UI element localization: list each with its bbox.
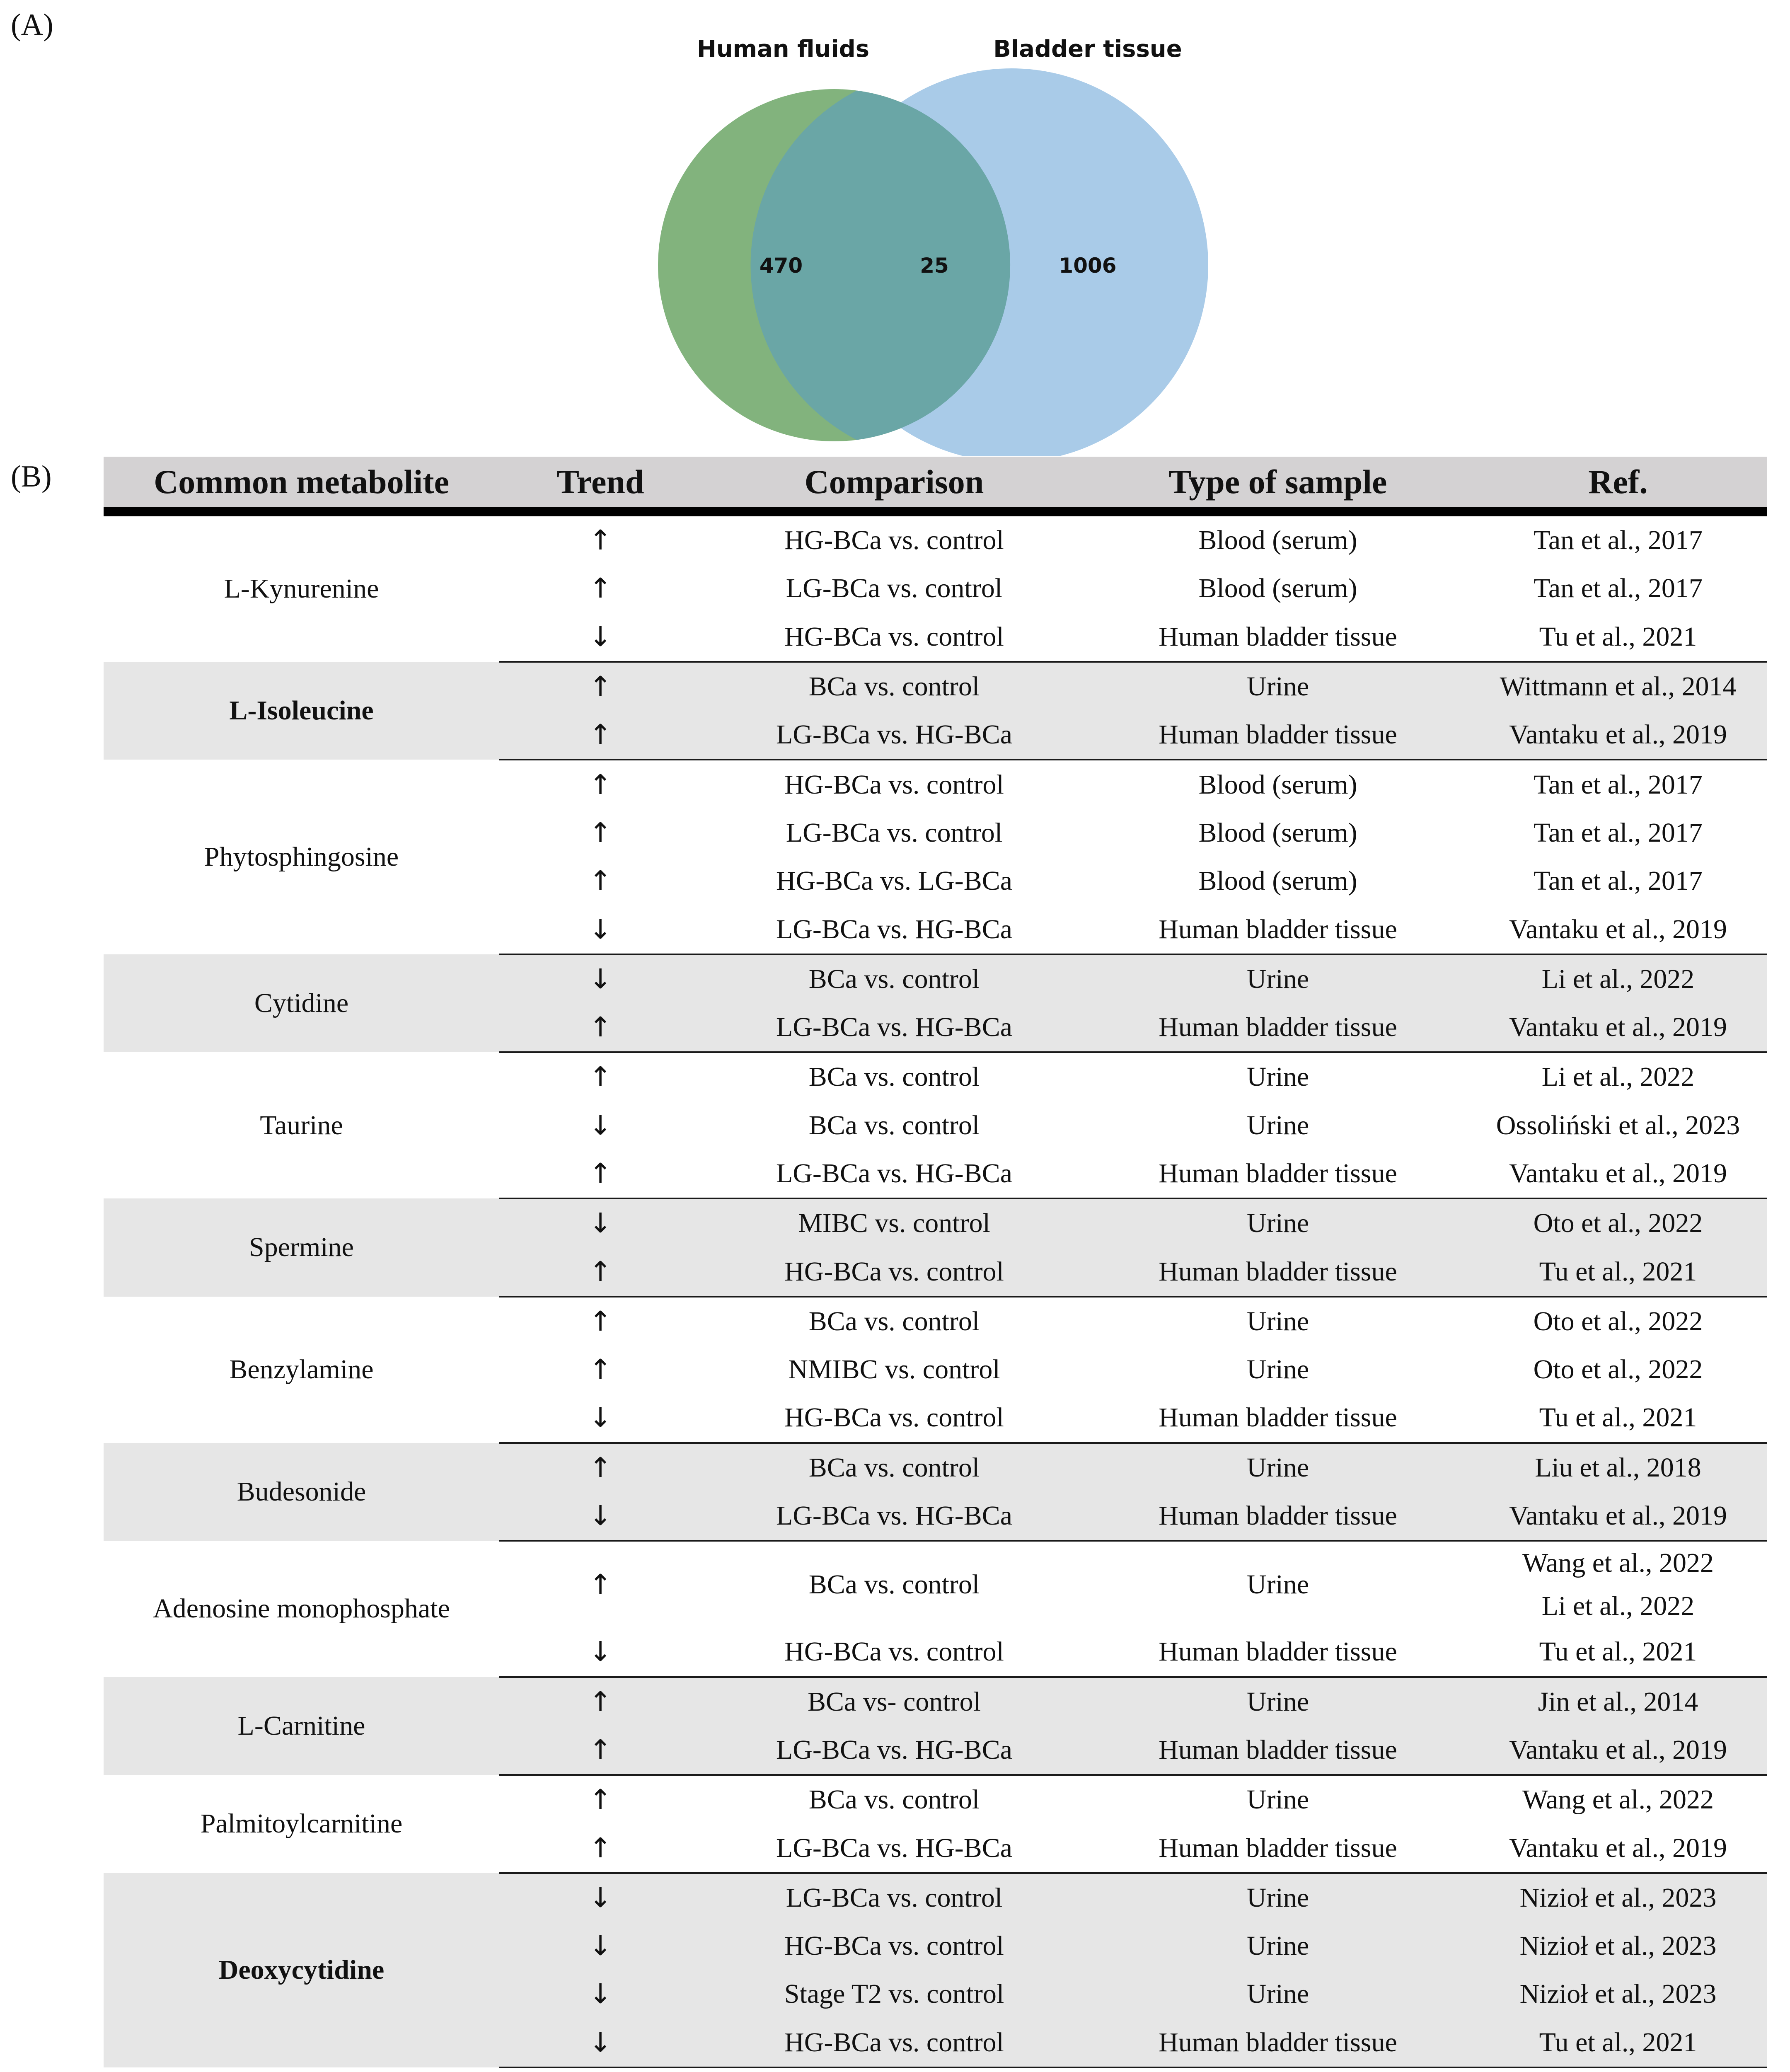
- sample-type-cell: Urine: [1087, 1677, 1469, 1726]
- reference-cell: [1469, 1052, 1767, 1101]
- reference-text: Tu et al., 2021: [1539, 1402, 1697, 1433]
- comparison-cell: HG-BCa vs. control: [701, 613, 1087, 662]
- sample-type-cell: Blood (serum): [1198, 866, 1357, 896]
- trend-arrow: ↑: [589, 1061, 612, 1093]
- reference-text: Vantaku et al., 2019: [1509, 1734, 1727, 1765]
- comparison-cell: BCa vs. control: [808, 1306, 980, 1336]
- trend-arrow: ↓: [499, 1628, 701, 1677]
- sample-type-cell: [1087, 2067, 1469, 2072]
- trend-arrow: ↓: [499, 613, 701, 662]
- metabolite-name: Budesonide: [104, 1443, 499, 1541]
- reference-text: Nizioł et al., 2023: [1519, 1931, 1717, 1961]
- reference-text: Vantaku et al., 2019: [1509, 719, 1727, 750]
- sample-type-cell: Urine: [1087, 1198, 1469, 1247]
- venn-title-human-fluids: Human fluids: [697, 36, 870, 63]
- metabolite-table: [104, 457, 1767, 2072]
- metabolite-name: Taurine: [260, 1110, 343, 1140]
- trend-arrow: ↓: [499, 905, 701, 954]
- sample-type-cell: Urine: [1087, 1922, 1469, 1970]
- sample-type-cell: Human bladder tissue: [1087, 1824, 1469, 1873]
- reference-cell: [1469, 2067, 1767, 2072]
- reference-text: Tan et al., 2017: [1534, 525, 1703, 556]
- comparison-cell: HG-BCa vs. control: [784, 525, 1004, 556]
- reference-cell: [1469, 1492, 1767, 1541]
- comparison-cell: [701, 2067, 1087, 2072]
- reference-text: Nizioł et al., 2023: [1519, 1979, 1717, 2009]
- sample-type-cell: Urine: [1246, 1354, 1309, 1385]
- reference-text: Ossoliński et al., 2023: [1496, 1110, 1740, 1140]
- reference-text: Oto et al., 2022: [1533, 1354, 1703, 1385]
- metabolite-name: Palmitoylcarnitine: [200, 1808, 403, 1839]
- reference-cell: [1469, 1775, 1767, 1824]
- trend-arrow: [499, 2067, 701, 2072]
- comparison-cell: BCa vs. control: [808, 1784, 980, 1815]
- reference-text: Vantaku et al., 2019: [1509, 1012, 1727, 1043]
- table-header-row: [104, 457, 1767, 512]
- reference-cell: [1469, 613, 1767, 662]
- reference-text: Liu et al., 2018: [1535, 1452, 1701, 1483]
- table-row: [104, 1775, 1767, 1824]
- table-body: [104, 512, 1767, 2072]
- trend-arrow: ↓: [499, 2019, 701, 2067]
- metabolite-name: L-Isoleucine: [104, 662, 499, 760]
- sample-type-cell: Urine: [1246, 1062, 1309, 1092]
- sample-type-cell: Urine: [1087, 1443, 1469, 1492]
- table-row: [104, 1297, 1767, 1346]
- trend-arrow: ↑: [499, 711, 701, 760]
- reference-text: Tu et al., 2021: [1539, 621, 1697, 652]
- sample-type-cell: Urine: [1246, 1569, 1309, 1600]
- reference-cell: [1469, 1198, 1767, 1247]
- reference-text: Tu et al., 2021: [1539, 2027, 1697, 2057]
- trend-arrow: ↓: [499, 1873, 701, 1922]
- trend-arrow: ↑: [589, 1305, 612, 1337]
- reference-text: Tan et al., 2017: [1534, 573, 1703, 604]
- reference-cell: [1469, 1628, 1767, 1677]
- reference-text: Tu et al., 2021: [1539, 1636, 1697, 1667]
- trend-arrow: ↑: [499, 1443, 701, 1492]
- trend-arrow: ↑: [589, 865, 612, 897]
- venn-diagram: [0, 0, 1790, 456]
- reference-text: Li et al., 2022: [1541, 1591, 1695, 1622]
- table-row: [104, 662, 1767, 711]
- sample-type-cell: Blood (serum): [1198, 525, 1357, 556]
- table-row: [104, 1873, 1767, 1922]
- metabolite-name: Cytidine: [104, 954, 499, 1053]
- sample-type-cell: Urine: [1246, 1784, 1309, 1815]
- sample-type-cell: Urine: [1087, 1970, 1469, 2018]
- reference-text: Tan et al., 2017: [1534, 817, 1703, 848]
- reference-cell: [1469, 1677, 1767, 1726]
- comparison-cell: HG-BCa vs. control: [701, 2019, 1087, 2067]
- table-row: [104, 512, 1767, 564]
- reference-cell: [1469, 512, 1767, 564]
- header-ref: Ref.: [1469, 457, 1767, 512]
- reference-cell: [1469, 1150, 1767, 1198]
- sample-type-cell: Urine: [1246, 1306, 1309, 1336]
- reference-text: Tan et al., 2017: [1534, 866, 1703, 896]
- reference-cell: [1469, 711, 1767, 760]
- trend-arrow: ↓: [589, 1109, 612, 1141]
- sample-type-cell: Human bladder tissue: [1087, 613, 1469, 662]
- metabolite-name: Spermine: [104, 1198, 499, 1297]
- reference-cell: [1469, 1970, 1767, 2018]
- reference-cell: [1469, 1873, 1767, 1922]
- sample-type-cell: Human bladder tissue: [1087, 1394, 1469, 1443]
- table-row: [104, 2067, 1767, 2072]
- table-row: [104, 1541, 1767, 1628]
- sample-type-cell: Human bladder tissue: [1087, 711, 1469, 760]
- trend-arrow: ↑: [589, 1569, 612, 1601]
- comparison-cell: LG-BCa vs. HG-BCa: [701, 1726, 1087, 1775]
- comparison-cell: LG-BCa vs. control: [701, 1873, 1087, 1922]
- reference-cell: [1469, 905, 1767, 954]
- table-row: [104, 760, 1767, 808]
- reference-cell: [1469, 1443, 1767, 1492]
- reference-cell: [1469, 1101, 1767, 1150]
- comparison-cell: LG-BCa vs. HG-BCa: [701, 1150, 1087, 1198]
- trend-arrow: ↓: [499, 1970, 701, 2018]
- comparison-cell: BCa vs. control: [701, 1443, 1087, 1492]
- comparison-cell: BCa vs. control: [808, 1569, 980, 1600]
- metabolite-name: Adenosine monophosphate: [153, 1593, 450, 1624]
- sample-type-cell: Human bladder tissue: [1087, 1492, 1469, 1541]
- table-row: [104, 1677, 1767, 1726]
- panel-a-label: (A): [11, 8, 53, 42]
- comparison-cell: BCa vs. control: [701, 662, 1087, 711]
- trend-arrow: ↑: [589, 1784, 612, 1816]
- reference-text: Tan et al., 2017: [1534, 769, 1703, 800]
- reference-text: Oto et al., 2022: [1533, 1208, 1703, 1239]
- comparison-cell: LG-BCa vs. HG-BCa: [701, 1492, 1087, 1541]
- reference-text: Vantaku et al., 2019: [1509, 1832, 1727, 1863]
- reference-text: Oto et al., 2022: [1533, 1306, 1703, 1336]
- reference-text: Li et al., 2022: [1541, 1062, 1695, 1092]
- trend-arrow: ↑: [589, 816, 612, 849]
- reference-text: Tu et al., 2021: [1539, 1256, 1697, 1287]
- table-row: [104, 1198, 1767, 1247]
- comparison-cell: BCa vs. control: [808, 1110, 980, 1140]
- metabolite-name: L-Kynurenine: [224, 574, 379, 604]
- trend-arrow: ↓: [499, 954, 701, 1003]
- reference-cell: [1469, 1726, 1767, 1775]
- venn-count-bladder-tissue: 1006: [1059, 254, 1117, 278]
- metabolite-name: [104, 2067, 499, 2072]
- comparison-cell: LG-BCa vs. control: [786, 573, 1003, 604]
- trend-arrow: ↓: [499, 1394, 701, 1443]
- reference-cell: [1469, 1346, 1767, 1394]
- reference-cell: [1469, 1541, 1767, 1628]
- trend-arrow: ↑: [499, 1726, 701, 1775]
- panel-b-label: (B): [11, 460, 52, 494]
- header-trend: Trend: [499, 457, 701, 512]
- reference-cell: [1469, 662, 1767, 711]
- table-row: [104, 1443, 1767, 1492]
- comparison-cell: HG-BCa vs. control: [701, 1247, 1087, 1296]
- comparison-cell: LG-BCa vs. HG-BCa: [701, 1003, 1087, 1052]
- comparison-cell: BCa vs. control: [808, 1062, 980, 1092]
- sample-type-cell: Blood (serum): [1198, 817, 1357, 848]
- sample-type-cell: Human bladder tissue: [1087, 1247, 1469, 1296]
- sample-type-cell: Urine: [1087, 662, 1469, 711]
- trend-arrow: ↑: [589, 524, 612, 557]
- table-row: [104, 954, 1767, 1003]
- metabolite-name: Deoxycytidine: [104, 1873, 499, 2067]
- table-row: [104, 1052, 1767, 1101]
- metabolite-table-container: [104, 457, 1767, 2072]
- reference-text: Vantaku et al., 2019: [1509, 1158, 1727, 1188]
- trend-arrow: ↑: [499, 662, 701, 711]
- reference-cell: [1469, 1003, 1767, 1052]
- reference-cell: [1469, 2019, 1767, 2067]
- comparison-cell: HG-BCa vs. control: [701, 1628, 1087, 1677]
- sample-type-cell: Urine: [1087, 1873, 1469, 1922]
- comparison-cell: LG-BCa vs. control: [786, 817, 1003, 848]
- metabolite-name: Benzylamine: [229, 1354, 374, 1385]
- trend-arrow: ↑: [499, 1824, 701, 1873]
- header-type-of-sample: Type of sample: [1087, 457, 1469, 512]
- venn-count-overlap: 25: [920, 254, 949, 278]
- trend-arrow: ↑: [589, 768, 612, 801]
- comparison-cell: BCa vs- control: [701, 1677, 1087, 1726]
- comparison-cell: HG-BCa vs. LG-BCa: [776, 866, 1013, 896]
- comparison-cell: NMIBC vs. control: [788, 1354, 1000, 1385]
- reference-text: Wang et al., 2022: [1522, 1784, 1714, 1815]
- reference-text: Wang et al., 2022: [1522, 1548, 1714, 1578]
- metabolite-name: L-Carnitine: [104, 1677, 499, 1775]
- trend-arrow: ↑: [499, 1003, 701, 1052]
- reference-text: Nizioł et al., 2023: [1519, 1882, 1717, 1913]
- comparison-cell: HG-BCa vs. control: [784, 769, 1004, 800]
- venn-title-bladder-tissue: Bladder tissue: [993, 36, 1182, 63]
- reference-cell: [1469, 1297, 1767, 1346]
- reference-text: Wittmann et al., 2014: [1500, 671, 1737, 702]
- reference-cell: [1469, 564, 1767, 612]
- trend-arrow: ↑: [499, 1150, 701, 1198]
- comparison-cell: Stage T2 vs. control: [701, 1970, 1087, 2018]
- reference-cell: [1469, 1247, 1767, 1296]
- reference-text: Vantaku et al., 2019: [1509, 914, 1727, 944]
- trend-arrow: ↓: [499, 1922, 701, 1970]
- sample-type-cell: Urine: [1087, 954, 1469, 1003]
- comparison-cell: MIBC vs. control: [701, 1198, 1087, 1247]
- sample-type-cell: Urine: [1246, 1110, 1309, 1140]
- sample-type-cell: Blood (serum): [1198, 573, 1357, 604]
- comparison-cell: HG-BCa vs. control: [701, 1922, 1087, 1970]
- sample-type-cell: Human bladder tissue: [1087, 1628, 1469, 1677]
- sample-type-cell: Human bladder tissue: [1087, 1003, 1469, 1052]
- sample-type-cell: Blood (serum): [1198, 769, 1357, 800]
- reference-text: Vantaku et al., 2019: [1509, 1501, 1727, 1531]
- comparison-cell: LG-BCa vs. HG-BCa: [701, 905, 1087, 954]
- reference-text: Jin et al., 2014: [1538, 1686, 1698, 1717]
- trend-arrow: ↑: [499, 1247, 701, 1296]
- reference-cell: [1469, 1824, 1767, 1873]
- reference-cell: [1469, 760, 1767, 808]
- reference-cell: [1469, 954, 1767, 1003]
- comparison-cell: LG-BCa vs. HG-BCa: [701, 711, 1087, 760]
- sample-type-cell: Human bladder tissue: [1087, 905, 1469, 954]
- reference-cell: [1469, 1394, 1767, 1443]
- metabolite-name: Phytosphingosine: [204, 842, 399, 872]
- reference-text: Li et al., 2022: [1541, 963, 1695, 994]
- trend-arrow: ↓: [499, 1492, 701, 1541]
- trend-arrow: ↑: [589, 572, 612, 605]
- trend-arrow: ↑: [499, 1677, 701, 1726]
- reference-cell: [1469, 1922, 1767, 1970]
- reference-cell: [1469, 857, 1767, 905]
- header-comparison: Comparison: [701, 457, 1087, 512]
- trend-arrow: ↓: [499, 1198, 701, 1247]
- comparison-cell: HG-BCa vs. control: [701, 1394, 1087, 1443]
- sample-type-cell: Human bladder tissue: [1087, 1726, 1469, 1775]
- comparison-cell: BCa vs. control: [701, 954, 1087, 1003]
- header-common-metabolite: Common metabolite: [104, 457, 499, 512]
- reference-cell: [1469, 809, 1767, 857]
- comparison-cell: LG-BCa vs. HG-BCa: [701, 1824, 1087, 1873]
- sample-type-cell: Human bladder tissue: [1087, 2019, 1469, 2067]
- sample-type-cell: Human bladder tissue: [1087, 1150, 1469, 1198]
- venn-count-human-fluids: 470: [759, 254, 803, 278]
- trend-arrow: ↑: [589, 1353, 612, 1386]
